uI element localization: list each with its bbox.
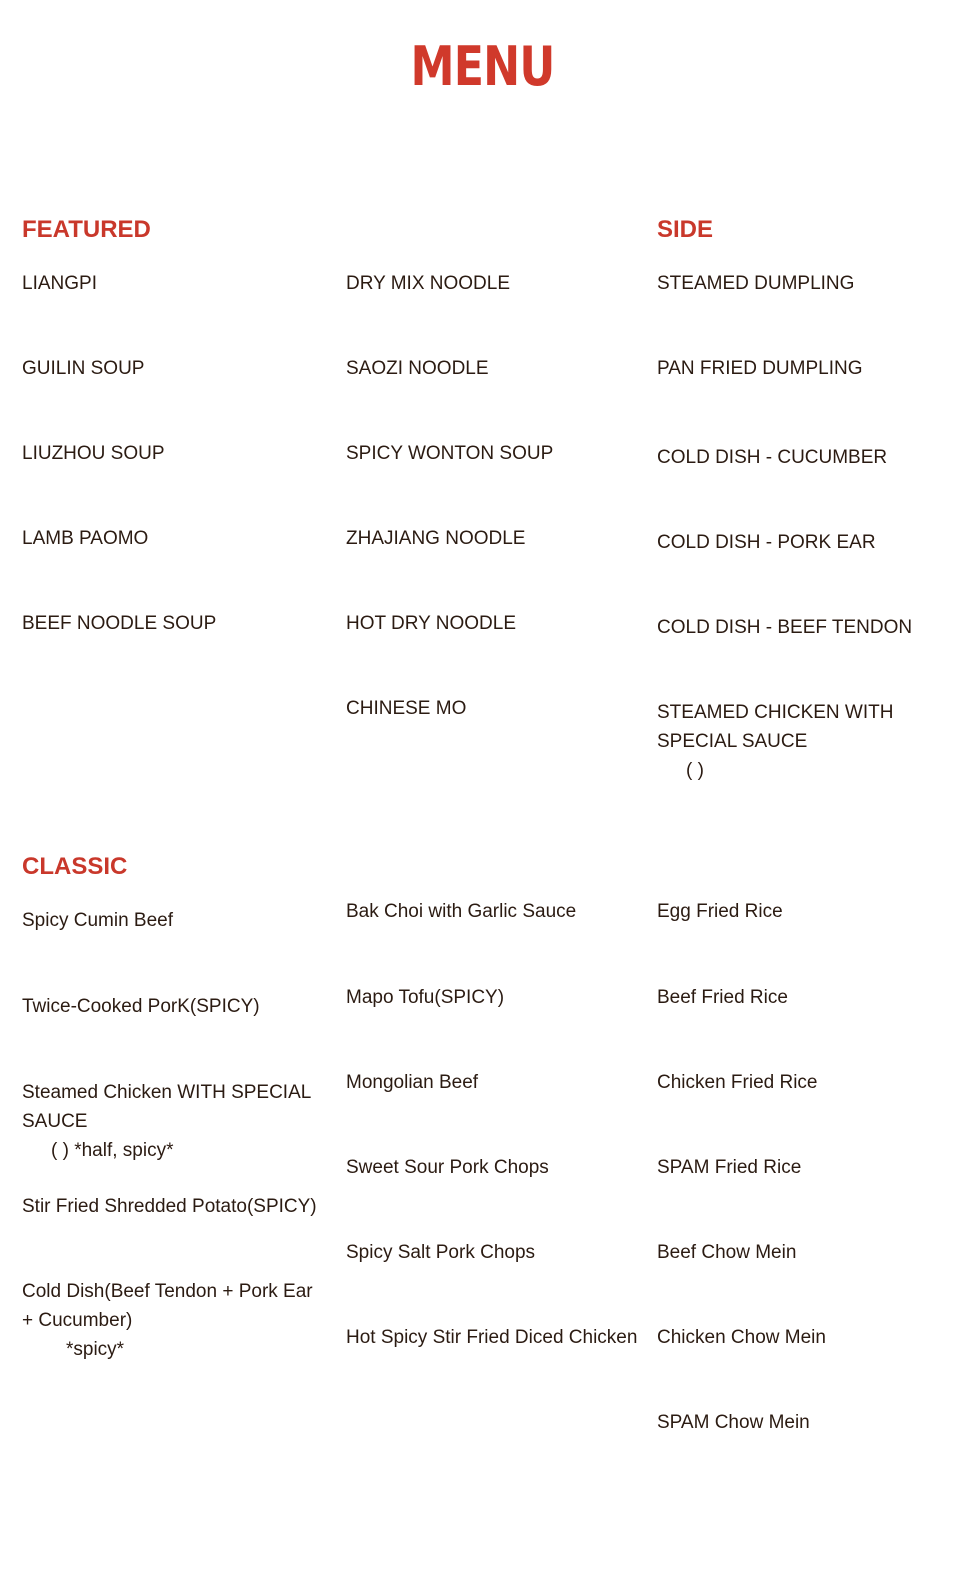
- menu-item-mapo-tofu: Mapo Tofu(SPICY): [346, 987, 505, 1008]
- menu-item-spam-chow-mein: SPAM Chow Mein: [657, 1412, 810, 1433]
- item-line: Cold Dish(Beef Tendon + Pork Ear: [22, 1281, 313, 1302]
- menu-item-guilin-soup: GUILIN SOUP: [22, 358, 145, 379]
- menu-item-cold-dish-cucumber: COLD DISH - CUCUMBER: [657, 447, 888, 468]
- menu-item-pan-fried-dumpling: PAN FRIED DUMPLING: [657, 358, 863, 379]
- menu-item-chicken-chow-mein: Chicken Chow Mein: [657, 1327, 826, 1348]
- item-line: + Cucumber): [22, 1310, 133, 1331]
- menu-item-chinese-mo: CHINESE MO: [346, 698, 467, 719]
- menu-item-cold-dish-beef-tendon: COLD DISH - BEEF TENDON: [657, 617, 913, 638]
- menu-item-stir-fried-shredded-potato: Stir Fried Shredded Potato(SPICY): [22, 1196, 317, 1217]
- menu-item-twice-cooked-pork: Twice-Cooked PorK(SPICY): [22, 996, 260, 1017]
- menu-item-beef-fried-rice: Beef Fried Rice: [657, 987, 788, 1008]
- item-line: ( ): [686, 760, 704, 781]
- menu-item-steamed-chicken-special-sauce: [657, 698, 893, 785]
- menu-item-mongolian-beef: Mongolian Beef: [346, 1072, 479, 1093]
- menu-item-lamb-paomo: LAMB PAOMO: [22, 528, 149, 549]
- menu-item-dry-mix-noodle: DRY MIX NOODLE: [346, 273, 511, 294]
- menu-item-beef-noodle-soup: BEEF NOODLE SOUP: [22, 613, 217, 634]
- menu-item-spicy-cumin-beef: Spicy Cumin Beef: [22, 910, 174, 931]
- menu-title: MENU: [410, 35, 555, 98]
- menu-item-egg-fried-rice: Egg Fried Rice: [657, 901, 783, 922]
- menu-item-cold-dish-combo: [22, 1277, 313, 1364]
- menu-item-zhajiang-noodle: ZHAJIANG NOODLE: [346, 528, 526, 549]
- menu-item-steamed-chicken-half: [22, 1078, 311, 1165]
- menu-item-bak-choi: Bak Choi with Garlic Sauce: [346, 901, 577, 922]
- menu-item-liangpi: LIANGPI: [22, 273, 97, 294]
- menu-item-spam-fried-rice: SPAM Fried Rice: [657, 1157, 802, 1178]
- menu-item-saozi-noodle: SAOZI NOODLE: [346, 358, 489, 379]
- section-heading-side: SIDE: [657, 216, 714, 243]
- menu-item-sweet-sour-pork-chops: Sweet Sour Pork Chops: [346, 1157, 549, 1178]
- section-heading-classic: CLASSIC: [22, 853, 128, 880]
- menu-item-hot-dry-noodle: HOT DRY NOODLE: [346, 613, 516, 634]
- menu-item-hot-spicy-diced-chicken: Hot Spicy Stir Fried Diced Chicken: [346, 1327, 638, 1348]
- menu-item-chicken-fried-rice: Chicken Fried Rice: [657, 1072, 818, 1093]
- item-line: ( ) *half, spicy*: [51, 1140, 174, 1161]
- menu-item-cold-dish-pork-ear: COLD DISH - PORK EAR: [657, 532, 876, 553]
- menu-item-spicy-wonton-soup: SPICY WONTON SOUP: [346, 443, 554, 464]
- item-line: Steamed Chicken WITH SPECIAL: [22, 1082, 312, 1103]
- item-line: SPECIAL SAUCE: [657, 731, 808, 752]
- menu-item-steamed-dumpling: STEAMED DUMPLING: [657, 273, 855, 294]
- item-line: *spicy*: [66, 1339, 125, 1360]
- menu-item-spicy-salt-pork-chops: Spicy Salt Pork Chops: [346, 1242, 536, 1263]
- menu-item-beef-chow-mein: Beef Chow Mein: [657, 1242, 797, 1263]
- item-line: SAUCE: [22, 1111, 88, 1132]
- menu-item-liuzhou-soup: LIUZHOU SOUP: [22, 443, 165, 464]
- item-line: STEAMED CHICKEN WITH: [657, 702, 894, 723]
- section-heading-featured: FEATURED: [22, 216, 151, 243]
